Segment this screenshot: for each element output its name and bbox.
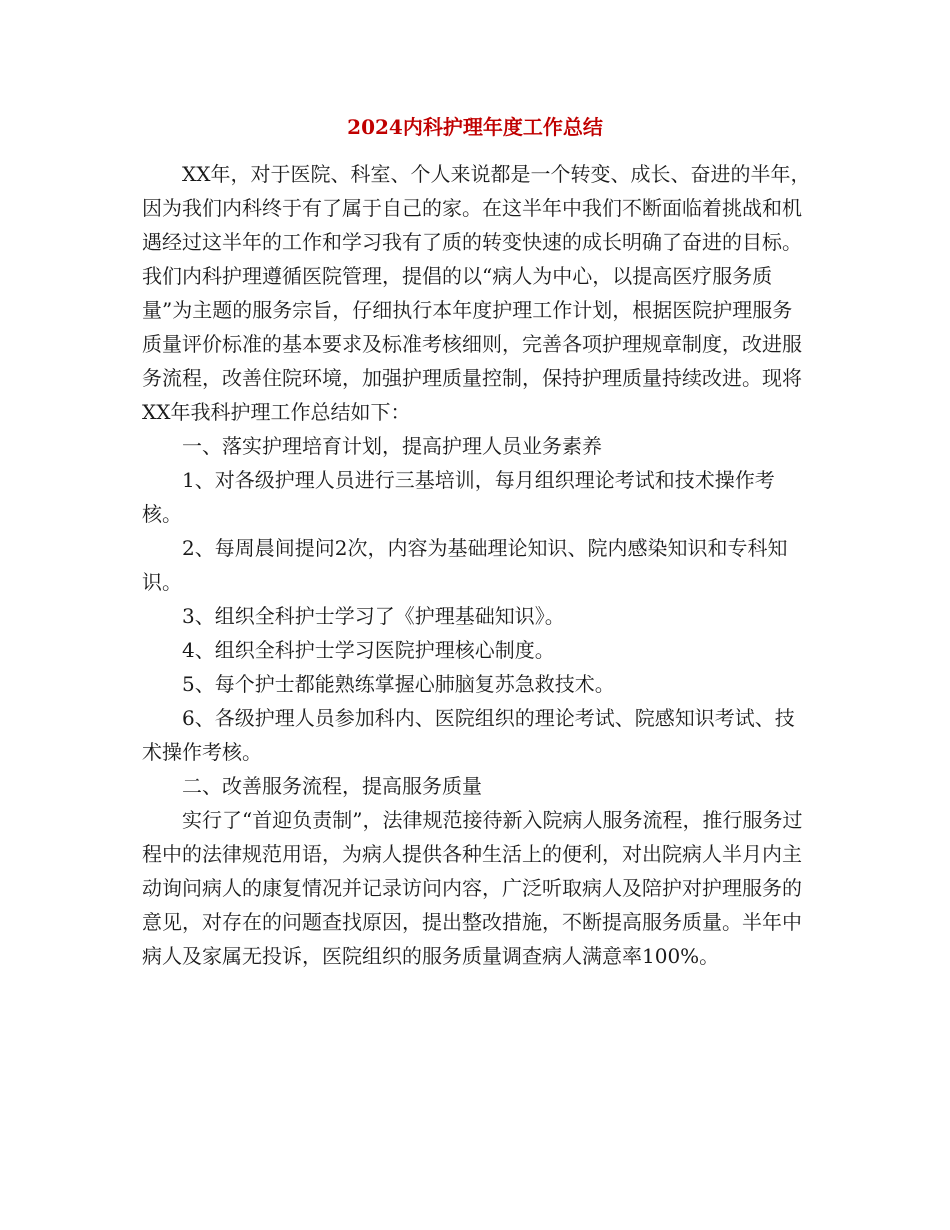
section-2-paragraph: 实行了“首迎负责制”，法律规范接待新入院病人服务流程，推行服务过程中的法律规范用语，为病人提供各种生活上的便利，对出院病人半月内主动询问病人的康复情况并记录访问内容，广泛听取病人及陪护对护理服务的意见，对存在的问题查找原因，提出整改措施，不断提高服务质量。半年中病人及家属无投诉，医院组织的服务质量调查病人满意率100%。: [142, 808, 803, 968]
list-item-5: 5、每个护士都能熟练掌握心肺脑复苏急救技术。: [182, 672, 615, 696]
document-body: [142, 157, 812, 973]
list-item-6: 6、各级护理人员参加科内、医院组织的理论考试、院感知识考试、技术操作考核。: [142, 706, 795, 764]
list-item-4: 4、组织全科护士学习医院护理核心制度。: [182, 638, 555, 662]
list-item-1: 1、对各级护理人员进行三基培训，每月组织理论考试和技术操作考核。: [142, 468, 775, 526]
section-heading-1: 一、落实护理培育计划，提高护理人员业务素养: [182, 434, 602, 458]
section-heading-2: 二、改善服务流程，提高服务质量: [182, 774, 482, 798]
list-item-3: 3、组织全科护士学习了《护理基础知识》。: [182, 604, 565, 628]
document-title: 2024内科护理年度工作总结: [347, 115, 603, 139]
intro-paragraph: XX年，对于医院、科室、个人来说都是一个转变、成长、奋进的半年，因为我们内科终于有了属于自己的家。在这半年中我们不断面临着挑战和机遇经过这半年的工作和学习我有了质的转变快速的成长明确了奋进的目标。我们内科护理遵循医院管理，提倡的以“病人为中心，以提高医疗服务质量”为主题的服务宗旨，仔细执行本年度护理工作计划，根据医院护理服务质量评价标准的基本要求及标准考核细则，完善各项护理规章制度，改进服务流程，改善住院环境，加强护理质量控制，保持护理质量持续改进。现将XX年我科护理工作总结如下：: [142, 162, 811, 424]
list-item-2: 2、每周晨间提问2次，内容为基础理论知识、院内感染知识和专科知识。: [142, 536, 788, 594]
